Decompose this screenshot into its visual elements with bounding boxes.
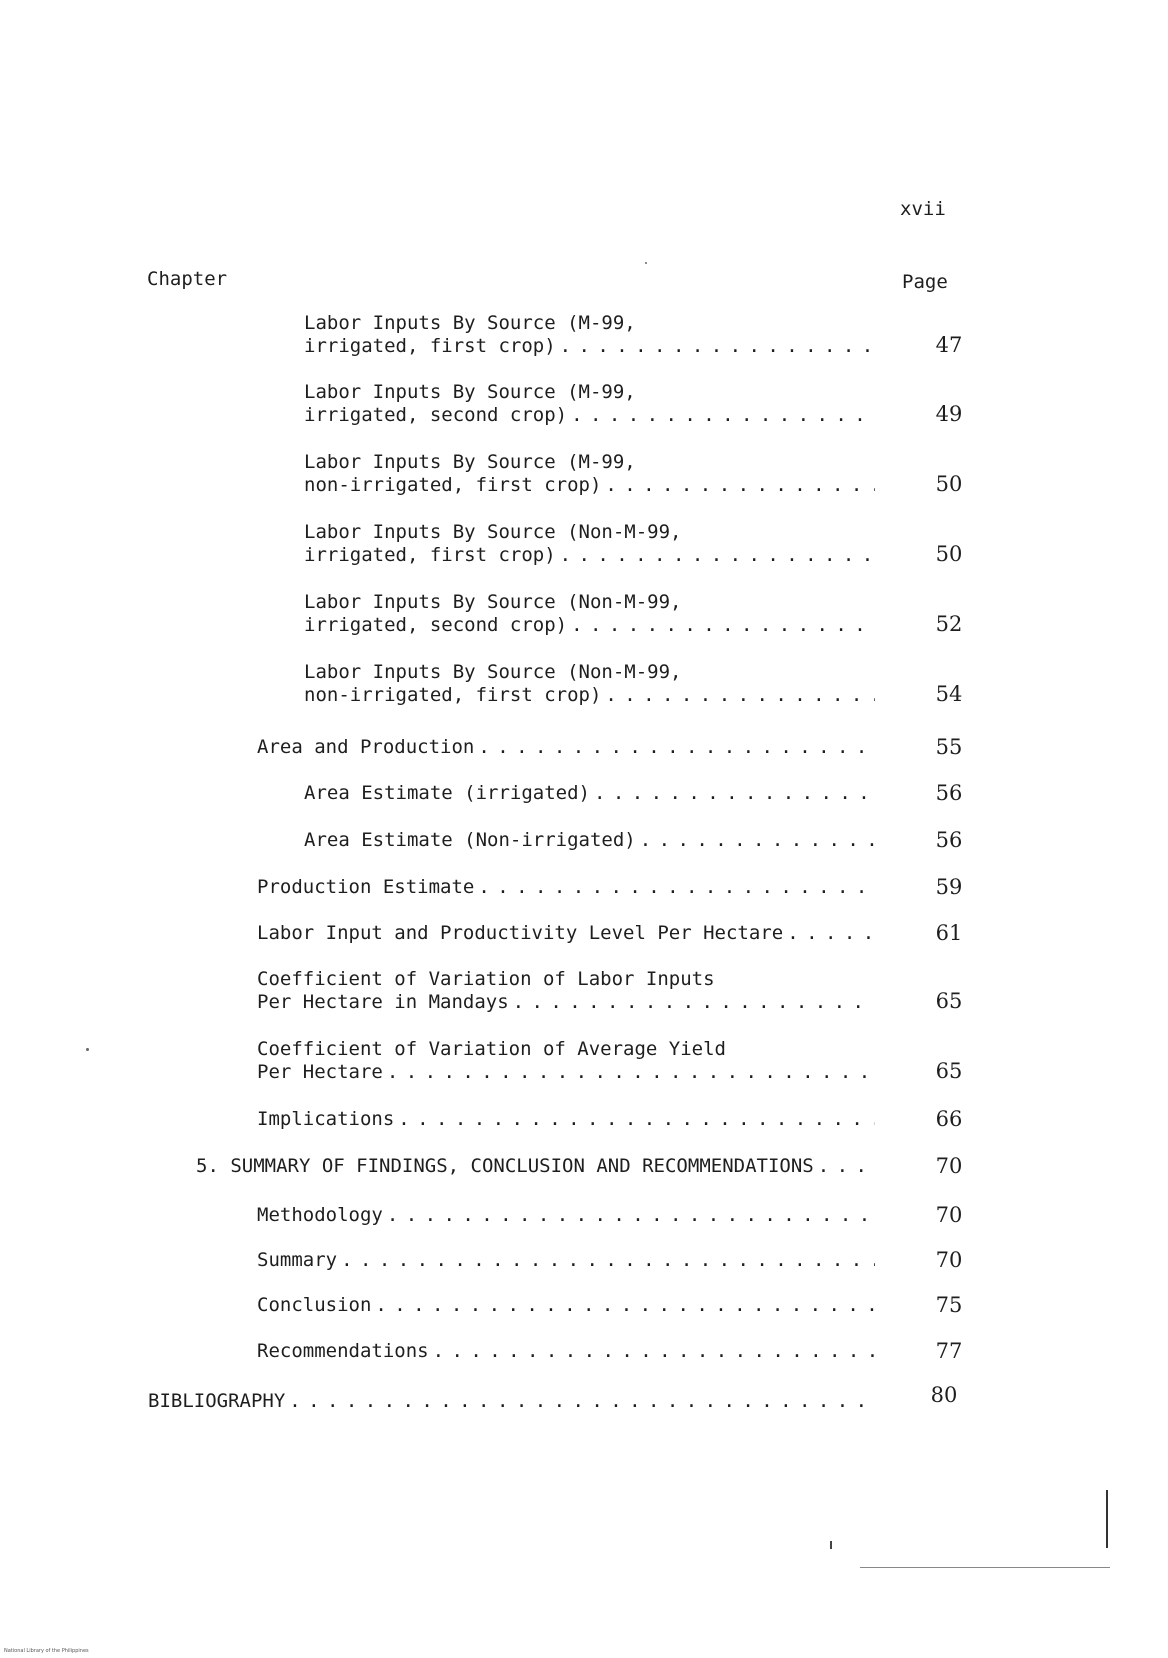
toc-entry bbox=[257, 1339, 963, 1363]
toc-entry-text: 5. SUMMARY OF FINDINGS, CONCLUSION AND RECOMMENDATIONS bbox=[196, 1155, 814, 1177]
toc-entry-text: Summary bbox=[257, 1249, 338, 1271]
toc-entry-text: Area Estimate (Non-irrigated) bbox=[304, 829, 636, 851]
toc-page-number: 80 bbox=[930, 1383, 958, 1407]
toc-entry bbox=[304, 521, 963, 567]
dot-leader bbox=[387, 1061, 875, 1084]
dot-leader bbox=[375, 1294, 875, 1317]
toc-entry-line1: Coefficient of Variation of Labor Inputs bbox=[257, 968, 715, 990]
dot-leader bbox=[560, 544, 875, 567]
toc-entry-line1: Coefficient of Variation of Average Yield bbox=[257, 1038, 726, 1060]
toc-entry-line1: Labor Inputs By Source (Non-M-99, bbox=[304, 521, 682, 543]
toc-page-number: 54 bbox=[935, 682, 963, 706]
toc-entry bbox=[304, 312, 963, 358]
scan-speck bbox=[86, 1048, 89, 1051]
toc-entry bbox=[257, 1107, 963, 1131]
dot-leader bbox=[398, 1108, 875, 1131]
toc-page-number: 56 bbox=[935, 781, 963, 805]
toc-page-number: 49 bbox=[935, 402, 963, 426]
toc-page-number: 47 bbox=[935, 333, 963, 357]
toc-entry-text: Area and Production bbox=[257, 736, 475, 758]
toc-entry bbox=[304, 781, 963, 805]
toc-page-number: 65 bbox=[935, 1059, 963, 1083]
toc-entry-line1: Labor Inputs By Source (M-99, bbox=[304, 451, 636, 473]
dot-leader bbox=[289, 1390, 875, 1413]
toc-entry-line1: Labor Inputs By Source (Non-M-99, bbox=[304, 661, 682, 683]
dot-leader bbox=[387, 1204, 875, 1227]
toc-entry-text: Conclusion bbox=[257, 1294, 372, 1316]
toc-page-number: 50 bbox=[935, 542, 963, 566]
toc-entry-line2: irrigated, first crop) bbox=[304, 335, 556, 357]
toc-page-number: 70 bbox=[935, 1154, 963, 1178]
toc-entry bbox=[257, 875, 963, 899]
dot-leader bbox=[478, 876, 875, 899]
toc-entry-line2: Per Hectare in Mandays bbox=[257, 991, 509, 1013]
toc-page-number: 70 bbox=[935, 1248, 963, 1272]
toc-entry-text: Implications bbox=[257, 1108, 395, 1130]
toc-chapter-entry bbox=[196, 1154, 963, 1178]
toc-entry bbox=[257, 921, 963, 945]
toc-entry bbox=[304, 451, 963, 497]
toc-page-number: 59 bbox=[935, 875, 963, 899]
toc-entry-line2: irrigated, second crop) bbox=[304, 614, 568, 636]
scan-speck bbox=[830, 1541, 832, 1549]
toc-entry bbox=[257, 1248, 963, 1272]
toc-entry-line2: irrigated, first crop) bbox=[304, 544, 556, 566]
scan-footer: National Library of the Philippines bbox=[4, 1648, 89, 1654]
dot-leader bbox=[818, 1155, 875, 1178]
dot-leader bbox=[478, 736, 875, 759]
toc-entry bbox=[257, 1203, 963, 1227]
toc-entry-text: Production Estimate bbox=[257, 876, 475, 898]
toc-entry bbox=[304, 828, 963, 852]
dot-leader bbox=[513, 991, 875, 1014]
dot-leader bbox=[605, 474, 875, 497]
toc-entry bbox=[304, 591, 963, 637]
toc-page-number: 75 bbox=[935, 1293, 963, 1317]
toc-entry-line2: irrigated, second crop) bbox=[304, 404, 568, 426]
dot-leader bbox=[341, 1249, 875, 1272]
toc-entry bbox=[257, 735, 963, 759]
toc-page-number: 55 bbox=[935, 735, 963, 759]
toc-entry-line2: non-irrigated, first crop) bbox=[304, 684, 602, 706]
dot-leader bbox=[605, 684, 875, 707]
toc-page-number: 52 bbox=[935, 612, 963, 636]
dot-leader bbox=[787, 922, 875, 945]
scan-edge-mark bbox=[1106, 1490, 1108, 1548]
dot-leader bbox=[571, 404, 875, 427]
dot-leader bbox=[640, 829, 875, 852]
toc-entry-text: Recommendations bbox=[257, 1340, 429, 1362]
toc-entry bbox=[304, 661, 963, 707]
toc-entry-line1: Labor Inputs By Source (M-99, bbox=[304, 381, 636, 403]
toc-page-number: 65 bbox=[935, 989, 963, 1013]
dot-leader bbox=[594, 782, 875, 805]
toc-page-number: 61 bbox=[935, 921, 963, 945]
chapter-header: Chapter bbox=[147, 268, 228, 290]
toc-entry-line1: Labor Inputs By Source (Non-M-99, bbox=[304, 591, 682, 613]
toc-entry-text: Methodology bbox=[257, 1204, 383, 1226]
page-header: Page bbox=[902, 271, 948, 293]
dot-leader bbox=[560, 335, 875, 358]
toc-entry bbox=[257, 968, 963, 1014]
toc-entry bbox=[304, 381, 963, 427]
scan-speck bbox=[645, 262, 647, 264]
toc-page-number: 70 bbox=[935, 1203, 963, 1227]
toc-page-number: 66 bbox=[935, 1107, 963, 1131]
dot-leader bbox=[571, 614, 875, 637]
toc-entry-text: Area Estimate (irrigated) bbox=[304, 782, 590, 804]
toc-chapter-entry bbox=[148, 1383, 958, 1413]
scan-edge-mark bbox=[860, 1567, 1110, 1568]
toc-entry-line2: Per Hectare bbox=[257, 1061, 383, 1083]
page-number: xvii bbox=[900, 198, 946, 220]
toc-entry bbox=[257, 1293, 963, 1317]
toc-entry-line1: Labor Inputs By Source (M-99, bbox=[304, 312, 636, 334]
toc-entry-text: BIBLIOGRAPHY bbox=[148, 1390, 286, 1412]
toc-page-number: 56 bbox=[935, 828, 963, 852]
toc-entry-line2: non-irrigated, first crop) bbox=[304, 474, 602, 496]
dot-leader bbox=[433, 1340, 875, 1363]
toc-page-number: 50 bbox=[935, 472, 963, 496]
toc-entry-text: Labor Input and Productivity Level Per Hectare bbox=[257, 922, 784, 944]
toc-entry bbox=[257, 1038, 963, 1084]
toc-page-number: 77 bbox=[935, 1339, 963, 1363]
